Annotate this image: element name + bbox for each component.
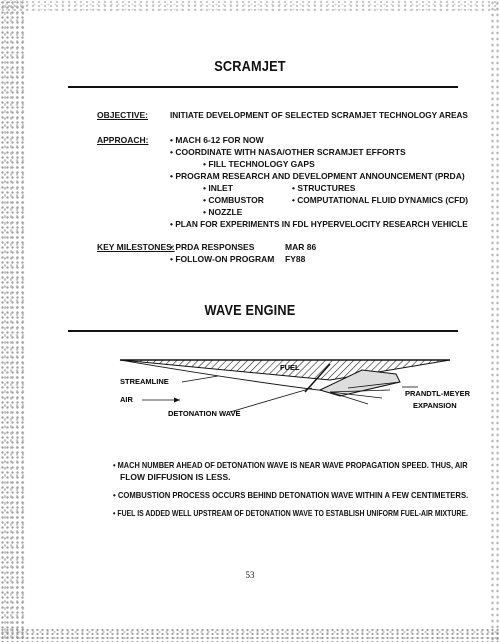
approach-subitem: • COMPUTATIONAL FLUID DYNAMICS (CFD) — [292, 195, 469, 205]
detonation-leader — [230, 388, 312, 412]
detonation-wave-label: DETONATION WAVE — [168, 409, 241, 418]
approach-subitem: • NOZZLE — [203, 207, 243, 217]
prandtl-meyer-label: PRANDTL-MEYER — [405, 389, 470, 398]
approach-item: • PROGRAM RESEARCH AND DEVELOPMENT ANNOUNCEMENT (PRDA) — [170, 171, 465, 181]
wave-engine-bullet: • MACH NUMBER AHEAD OF DETONATION WAVE IS NEAR WAVE PROPAGATION SPEED. THUS, AIR — [113, 460, 468, 470]
section-title-scramjet: SCRAMJET — [214, 58, 286, 75]
approach-item: • PLAN FOR EXPERIMENTS IN FDL HYPERVELOCITY RESEARCH VEHICLE — [170, 219, 468, 229]
milestones-label: KEY MILESTONES: — [97, 242, 175, 252]
wave-engine-bullet-continuation: FLOW DIFFUSION IS LESS. — [120, 472, 231, 482]
title-rule — [68, 86, 458, 88]
milestone-date: MAR 86 — [285, 242, 317, 252]
milestone-item: • PRDA RESPONSES — [170, 242, 255, 252]
wave-engine-diagram — [100, 352, 470, 432]
streamline-label: STREAMLINE — [120, 377, 169, 386]
wave-engine-bullet: • FUEL IS ADDED WELL UPSTREAM OF DETONATION WAVE TO ESTABLISH UNIFORM FUEL-AIR MIXTURE. — [113, 508, 468, 518]
objective-label: OBJECTIVE: — [97, 110, 149, 120]
scan-noise-left — [0, 0, 26, 642]
objective-text: INITIATE DEVELOPMENT OF SELECTED SCRAMJET TECHNOLOGY AREAS — [170, 110, 468, 120]
approach-item: • MACH 6-12 FOR NOW — [170, 135, 264, 145]
streamline-leader — [182, 376, 218, 382]
approach-subitem: • STRUCTURES — [292, 183, 356, 193]
approach-subitem: • COMBUSTOR — [203, 195, 264, 205]
title-rule — [68, 330, 458, 332]
approach-label: APPROACH: — [97, 135, 149, 145]
section-title-wave-engine: WAVE ENGINE — [204, 302, 296, 319]
milestone-date: FY88 — [285, 254, 306, 264]
approach-item: • COORDINATE WITH NASA/OTHER SCRAMJET EFFORTS — [170, 147, 406, 157]
approach-subitem: • FILL TECHNOLOGY GAPS — [203, 159, 315, 169]
scan-noise-right — [490, 0, 500, 642]
approach-subitem: • INLET — [203, 183, 233, 193]
milestone-item: • FOLLOW-ON PROGRAM — [170, 254, 275, 264]
scan-noise-top — [0, 0, 500, 12]
scan-noise-bottom — [0, 628, 500, 642]
expansion-label: EXPANSION — [413, 401, 457, 410]
air-label: AIR — [120, 395, 133, 404]
air-arrowhead — [174, 398, 180, 403]
page-number: 53 — [245, 570, 255, 580]
wave-engine-bullet: • COMBUSTION PROCESS OCCURS BEHIND DETONATION WAVE WITHIN A FEW CENTIMETERS. — [113, 490, 469, 500]
fuel-label: FUEL — [280, 363, 300, 372]
